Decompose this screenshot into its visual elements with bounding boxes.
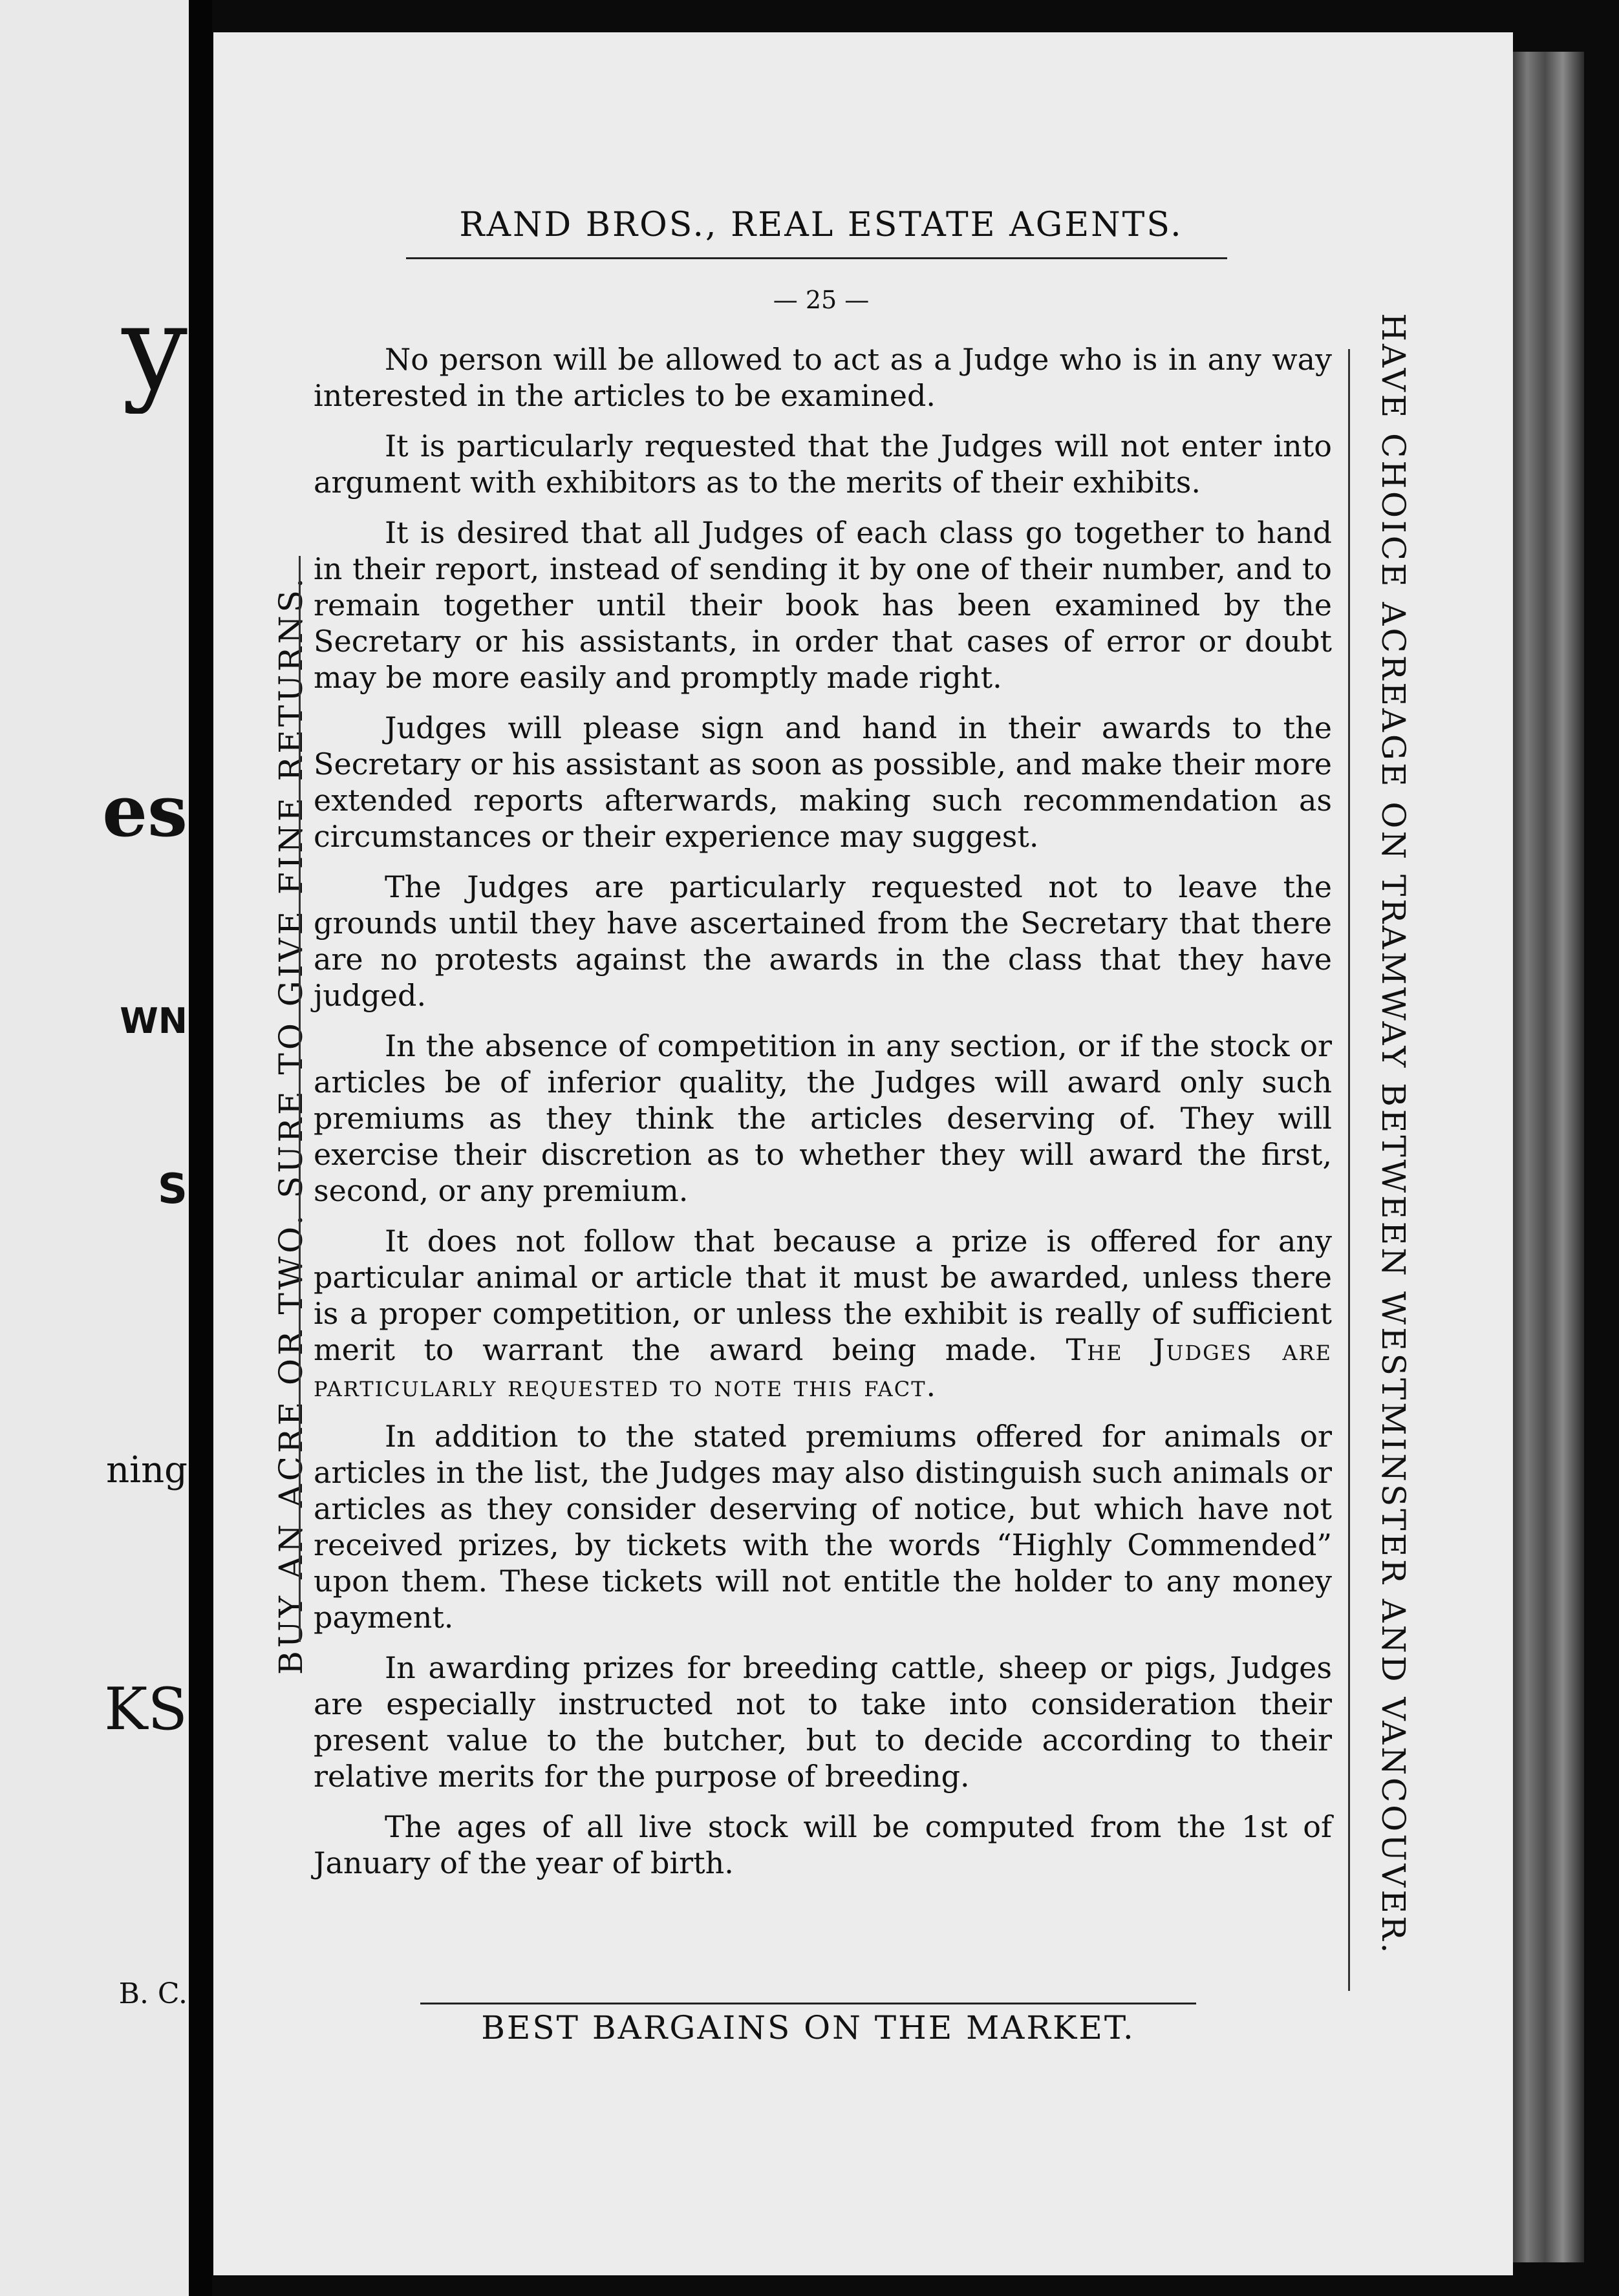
facing-page-text-bc: B. C.	[118, 1977, 188, 2010]
facing-page-text-ning: ning	[106, 1449, 188, 1491]
facing-page-text-ks: KS	[104, 1675, 188, 1743]
left-margin-rule	[299, 556, 301, 1642]
paragraph-1: No person will be allowed to act as a Judge who is in any way interested in the articles to be examined.	[314, 342, 1332, 413]
paragraph-4: Judges will please sign and hand in their awards to the Secretary or his assistant as soon as possible, and make their more extended reports afterwards, making such recommendation as circumstances or their experience may suggest.	[314, 710, 1332, 854]
facing-page-text-y: y	[122, 284, 188, 414]
right-margin-rule	[1348, 349, 1350, 1991]
footer-rule	[420, 2003, 1196, 2004]
paragraph-7	[314, 1223, 1332, 1404]
body-text	[314, 341, 1332, 1895]
facing-page-text-es: es	[102, 769, 188, 853]
paragraph-2: It is particularly requested that the Judges will not enter into argument with exhibitors as to the merits of their exhibits.	[314, 429, 1332, 500]
running-footer: BEST BARGAINS ON THE MARKET.	[481, 2009, 1135, 2046]
paragraph-10: The ages of all live stock will be computed from the 1st of January of the year of birth.	[314, 1809, 1332, 1880]
right-margin-advertisement: HAVE CHOICE ACREAGE ON TRAMWAY BETWEEN WESTMINSTER AND VANCOUVER.	[1375, 313, 1412, 1956]
facing-page-text-wn: WN	[120, 1001, 188, 1041]
emphasis-note: The Judges are particularly requested to note this fact.	[314, 1332, 1332, 1403]
paragraph-6: In the absence of competition in any section, or if the stock or articles be of inferior quality, the Judges will award only such premiums as they think the articles deserving of. They will exercise their discretion as to whether they will award the first, second, or any premium.	[314, 1028, 1332, 1208]
facing-page-text-s: S	[157, 1165, 188, 1213]
page-number: — 25 —	[773, 286, 870, 314]
page-edge-stack	[1513, 52, 1584, 2262]
binding-gutter	[189, 0, 212, 2296]
paragraph-8: In addition to the stated premiums offered for animals or articles in the list, the Judges may also distinguish such animals or articles as they consider deserving of notice, but which have not received prizes, by tickets with the words “Highly Commended” upon them. These tickets will not entitle the holder to any money payment.	[314, 1419, 1332, 1635]
paragraph-5: The Judges are particularly requested not to leave the grounds until they have ascertained from the Secretary that there are no protests against the awards in the class that they have judged.	[314, 869, 1332, 1013]
paragraph-9: In awarding prizes for breeding cattle, sheep or pigs, Judges are especially instructed not to take into consideration their present value to the butcher, but to decide according to their relative merits for the purpose of breeding.	[314, 1650, 1332, 1794]
paragraph-7-text: It does not follow that because a prize is offered for any particular animal or article that it must be awarded, unless there is a proper competition, or unless the exhibit is really of sufficient merit to warrant the award being made.	[314, 1224, 1332, 1367]
running-header: RAND BROS., REAL ESTATE AGENTS.	[459, 206, 1183, 244]
paragraph-3: It is desired that all Judges of each class go together to hand in their report, instead of sending it by one of their number, and to remain together until their book has been examined by the Secretary or his assistants, in order that cases of error or doubt may be more easily and promptly made right.	[314, 515, 1332, 695]
header-rule	[406, 257, 1227, 259]
left-margin-advertisement: BUY AN ACRE OR TWO. SURE TO GIVE FINE RETURNS.	[272, 575, 310, 1675]
facing-page-fragment	[0, 0, 189, 2296]
